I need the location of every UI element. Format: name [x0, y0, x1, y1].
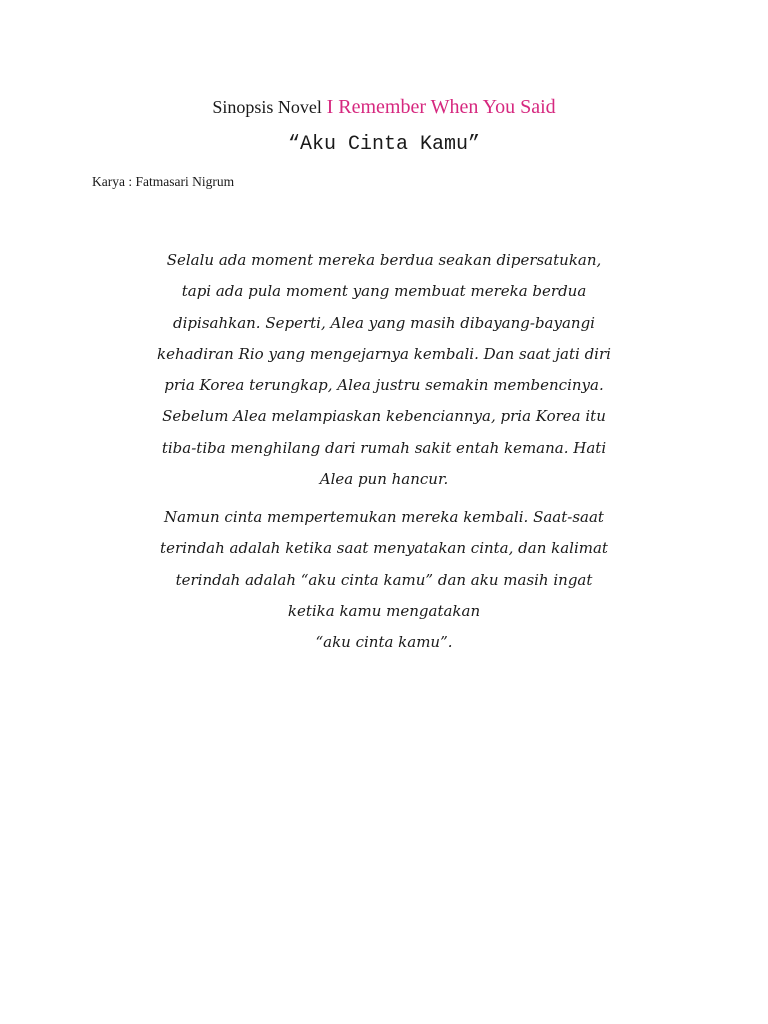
text-line: Namun cinta mempertemukan mereka kembali. Saat-saat	[164, 508, 604, 526]
text-line: ketika kamu mengatakan	[287, 601, 481, 620]
text-line: “aku cinta kamu”.	[315, 633, 453, 652]
text-line: terindah adalah “aku cinta kamu” dan aku masih ingat	[175, 570, 593, 589]
text-line: tapi ada pula moment yang membuat mereka berdua	[181, 282, 587, 301]
document-title	[0, 94, 768, 121]
text-line: pria Korea terungkap, Alea justru semakin membencinya.	[164, 376, 604, 395]
author-credit: Karya : Fatmasari Nigrum	[92, 174, 235, 189]
text-line: kehadiran Rio yang mengejarnya kembali. Dan saat jati diri	[157, 344, 611, 363]
text-line: tiba-tiba menghilang dari rumah sakit entah kemana. Hati	[161, 438, 607, 457]
text-line: terindah adalah ketika saat menyatakan cinta, dan kalimat	[160, 539, 608, 558]
text-line: Selalu ada moment mereka berdua seakan dipersatukan,	[166, 251, 602, 269]
text-line: dipisahkan. Seperti, Alea yang masih dibayang-bayangi	[173, 313, 595, 332]
synopsis-paragraph-2	[84, 502, 684, 658]
synopsis-paragraph-1	[84, 245, 684, 495]
novel-title: I Remember When You Said	[326, 96, 556, 118]
text-line: Sebelum Alea melampiaskan kebenciannya, pria Korea itu	[162, 407, 606, 426]
novel-subtitle: “Aku Cinta Kamu”	[287, 133, 481, 156]
text-line: Alea pun hancur.	[319, 470, 449, 489]
title-prefix: Sinopsis Novel	[212, 97, 322, 117]
